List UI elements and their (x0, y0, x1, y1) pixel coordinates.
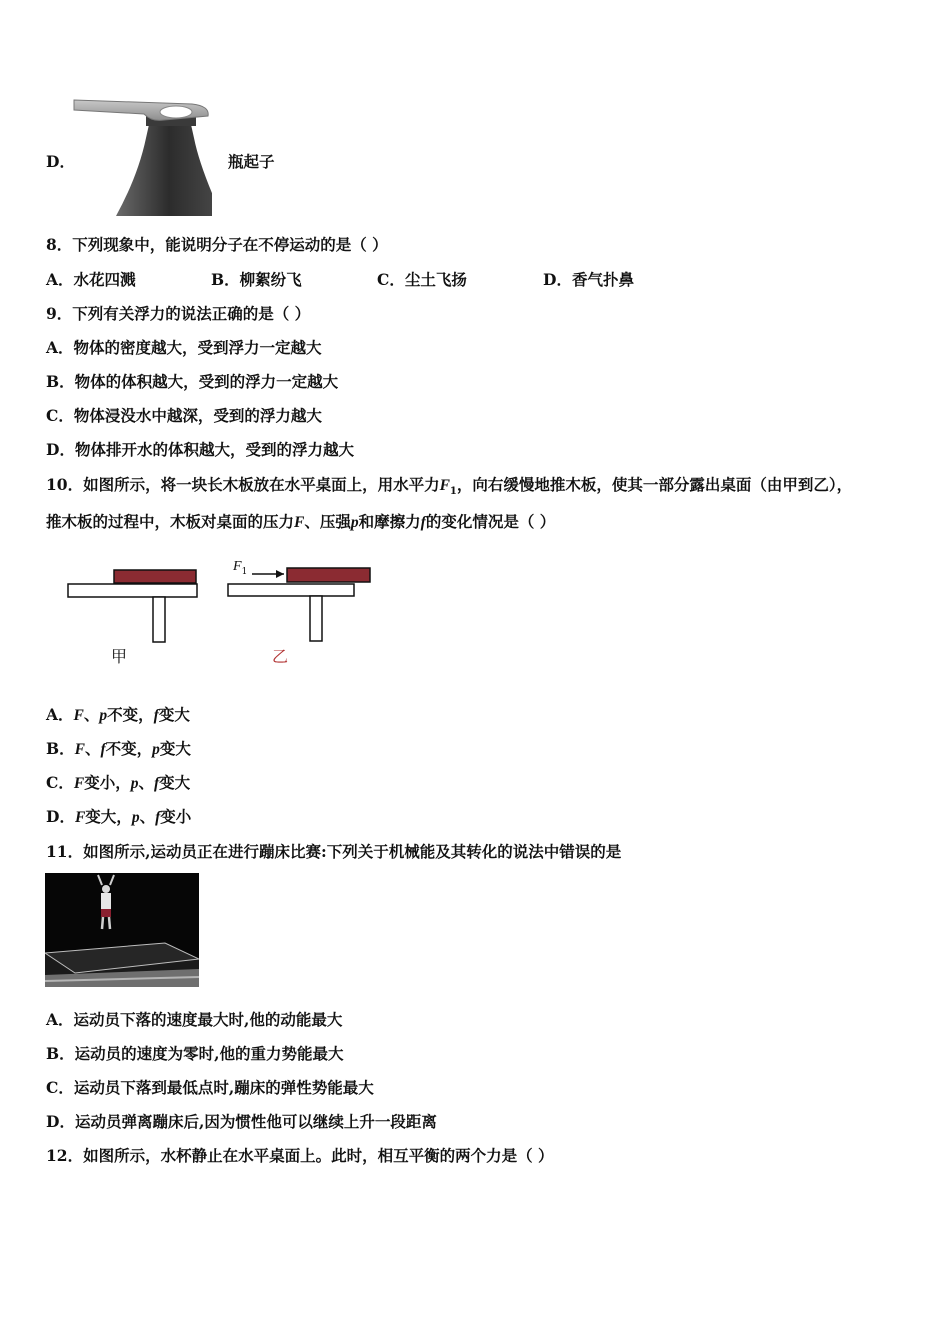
q8-options (46, 270, 634, 290)
q9-option-b: B．物体的体积越大，受到的浮力一定越大 (46, 372, 339, 391)
q11-option-a: A．运动员下落的速度最大时,他的动能最大 (46, 1010, 343, 1029)
bottle-opener-image (72, 98, 212, 216)
q10-figure-yi (226, 560, 376, 666)
q10-stem-line1: 10．如图所示，将一块长木板放在水平桌面上，用水平力$F_1$，向右缓慢地推木板，使其一部分露出桌面（由甲到乙）， (46, 475, 853, 498)
q7-option-d-letter: D． (46, 152, 75, 171)
q11-option-c: C．运动员下落到最低点时,蹦床的弹性势能最大 (46, 1078, 374, 1097)
q10-stem-line2: 推木板的过程中，木板对桌面的压力F、压强p和摩擦力f的变化情况是（ ） (46, 512, 556, 531)
table-leg-yi (310, 596, 322, 641)
q8-option-b: B．柳絮纷飞 (211, 270, 302, 289)
q9-option-d: D．物体排开水的体积越大，受到的浮力越大 (46, 440, 354, 459)
q8-option-c: C．尘土飞扬 (377, 270, 467, 289)
q11-option-d: D．运动员弹离蹦床后,因为惯性他可以继续上升一段距离 (46, 1112, 437, 1131)
q10-option-a: A．F、p不变，f变大 (46, 705, 190, 724)
board-yi (287, 568, 370, 582)
q8-stem: 8．下列现象中，能说明分子在不停运动的是（ ） (46, 235, 388, 254)
q11-option-b: B．运动员的速度为零时,他的重力势能最大 (46, 1044, 344, 1063)
table-top-jia (68, 584, 197, 597)
q11-stem: 11．如图所示,运动员正在进行蹦床比赛:下列关于机械能及其转化的说法中错误的是 (46, 842, 622, 861)
q9-option-a: A．物体的密度越大，受到浮力一定越大 (46, 338, 322, 357)
trampoline-photo (45, 873, 199, 987)
label-yi: 乙 (272, 647, 289, 666)
q10-figure-jia (66, 566, 206, 666)
table-leg-jia (153, 597, 165, 642)
q10-option-b: B．F、f不变，p变大 (46, 739, 191, 758)
force-arrow-head (276, 570, 284, 578)
table-top-yi (228, 584, 354, 596)
q8-option-a: A．水花四溅 (46, 270, 136, 289)
q10-option-c: C．F变小，p、f变大 (46, 773, 191, 792)
q10-option-d: D．F变大，p、f变小 (46, 807, 192, 826)
q12-stem: 12．如图所示，水杯静止在水平桌面上。此时，相互平衡的两个力是（ ） (46, 1146, 554, 1165)
q8-option-d: D．香气扑鼻 (543, 270, 634, 289)
force-label: $F_1$ (233, 559, 248, 577)
label-jia: 甲 (111, 647, 128, 666)
q9-option-c: C．物体浸没水中越深，受到的浮力越大 (46, 406, 322, 425)
q9-stem: 9．下列有关浮力的说法正确的是（ ） (46, 304, 311, 323)
q7-option-d-text: 瓶起子 (228, 152, 275, 171)
board-jia (114, 570, 196, 583)
